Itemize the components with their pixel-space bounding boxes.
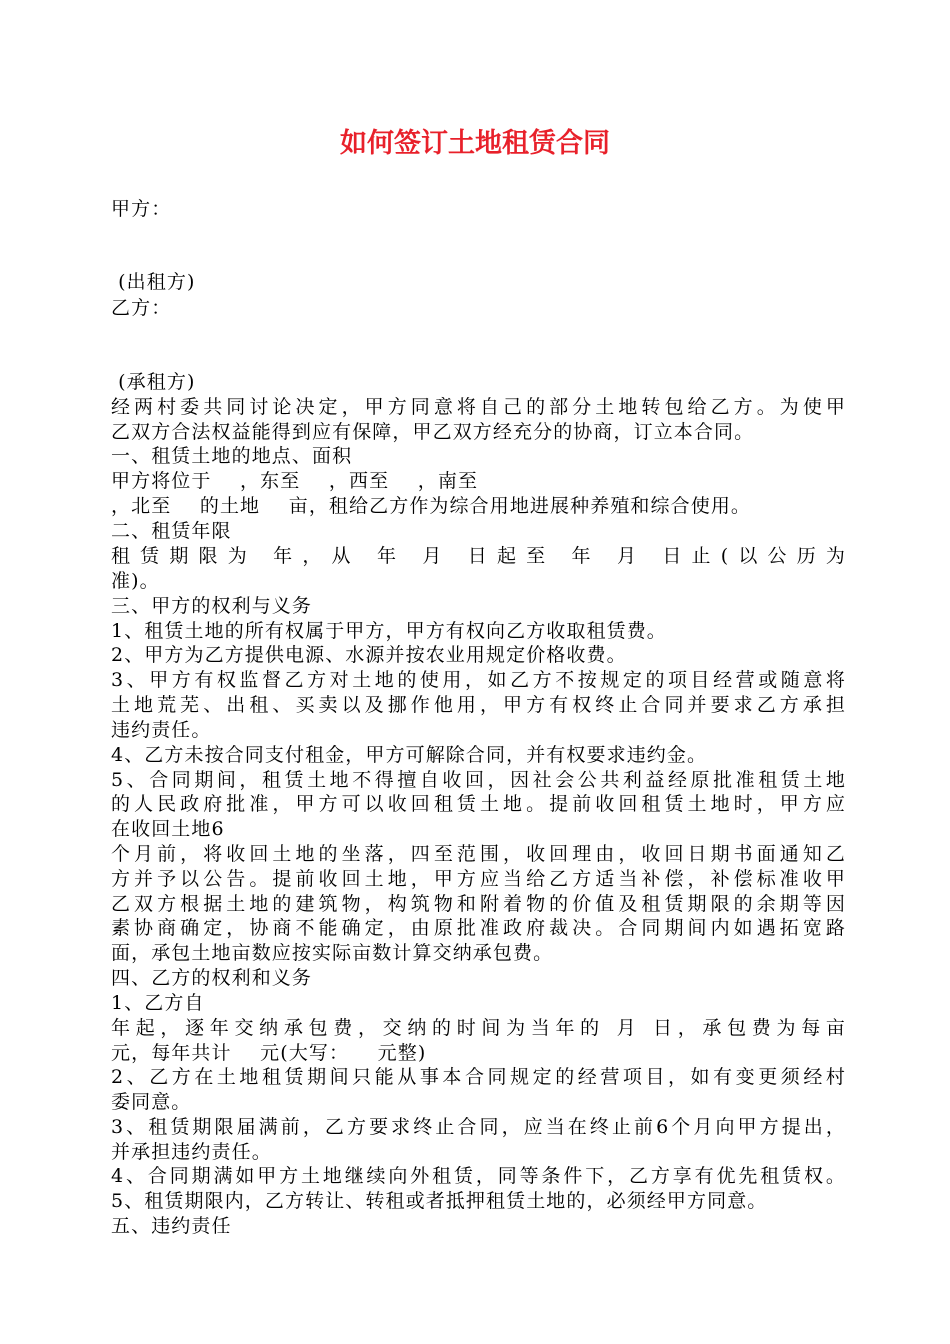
document-line: 5、合同期间，租赁土地不得擅自收回，因社会公共利益经原批准租赁土地 xyxy=(111,769,846,791)
document-line: 5、租赁期限内，乙方转让、转租或者抵押租赁土地的，必须经甲方同意。 xyxy=(111,1190,768,1212)
document-line: 一、租赁土地的地点、面积 xyxy=(111,445,353,467)
document-line: 1、租赁土地的所有权属于甲方，甲方有权向乙方收取租赁费。 xyxy=(111,620,667,642)
document-line: 方并予以公告。提前收回土地，甲方应当给乙方适当补偿，补偿标准收甲 xyxy=(111,868,846,890)
document-line: 准)。 xyxy=(111,570,160,592)
document-line: 二、租赁年限 xyxy=(111,520,232,542)
document-line: 个月前，将收回土地的坐落，四至范围，收回理由，收回日期书面通知乙 xyxy=(111,843,846,865)
document-line: 土地荒芜、出租、买卖以及挪作他用，甲方有权终止合同并要求乙方承担 xyxy=(111,694,846,716)
document-line: 在收回土地6 xyxy=(111,818,225,840)
document-line: 甲方将位于 ，东至 ，西至 ，南至 xyxy=(111,470,479,492)
document-line: 乙方： xyxy=(111,297,172,319)
document-line: 乙双方合法权益能得到应有保障，甲乙双方经充分的协商，订立本合同。 xyxy=(111,421,755,443)
document-line: 四、乙方的权利和义务 xyxy=(111,967,313,989)
document-line: 2、乙方在土地租赁期间只能从事本合同规定的经营项目，如有变更须经村 xyxy=(111,1066,846,1088)
document-line: 租赁期限为 年，从 年 月 日起至 年 月 日止(以公历为 xyxy=(111,545,846,567)
document-line: 4、乙方未按合同支付租金，甲方可解除合同，并有权要求违约金。 xyxy=(111,744,708,766)
document-line: 违约责任。 xyxy=(111,719,212,741)
document-line: 三、甲方的权利与义务 xyxy=(111,595,313,617)
document-line: 五、违约责任 xyxy=(111,1215,232,1237)
document-title: 如何签订土地租赁合同 xyxy=(340,128,610,159)
document-line: ，北至 的土地 亩，租给乙方作为综合用地进展种养殖和综合使用。 xyxy=(111,495,752,517)
document-line: 面，承包土地亩数应按实际亩数计算交纳承包费。 xyxy=(111,942,554,964)
document-line: (承租方) xyxy=(111,371,196,393)
document-line: 4、合同期满如甲方土地继续向外租赁，同等条件下，乙方享有优先租赁权。 xyxy=(111,1165,846,1187)
document-line: 并承担违约责任。 xyxy=(111,1141,272,1163)
document-line: 甲方： xyxy=(111,198,172,220)
document-line: 经两村委共同讨论决定，甲方同意将自己的部分土地转包给乙方。为使甲 xyxy=(111,396,846,418)
document-line: 1、乙方自 xyxy=(111,992,205,1014)
document-line: 委同意。 xyxy=(111,1091,192,1113)
document-line: 的人民政府批准，甲方可以收回租赁土地。提前收回租赁土地时，甲方应 xyxy=(111,793,846,815)
document-line: 素协商确定，协商不能确定，由原批准政府裁决。合同期间内如遇拓宽路 xyxy=(111,917,846,939)
document-line: 3、甲方有权监督乙方对土地的使用，如乙方不按规定的项目经营或随意将 xyxy=(111,669,846,691)
document-line: 年起，逐年交纳承包费，交纳的时间为当年的 月 日，承包费为每亩 xyxy=(111,1017,846,1039)
document-line: (出租方) xyxy=(111,271,196,293)
document-line: 元，每年共计 元(大写： 元整) xyxy=(111,1042,427,1064)
document-line: 3、租赁期限届满前，乙方要求终止合同，应当在终止前6个月向甲方提出， xyxy=(111,1116,846,1138)
document-line: 乙双方根据土地的建筑物，构筑物和附着物的价值及租赁期限的余期等因 xyxy=(111,893,846,915)
document-line: 2、甲方为乙方提供电源、水源并按农业用规定价格收费。 xyxy=(111,644,627,666)
